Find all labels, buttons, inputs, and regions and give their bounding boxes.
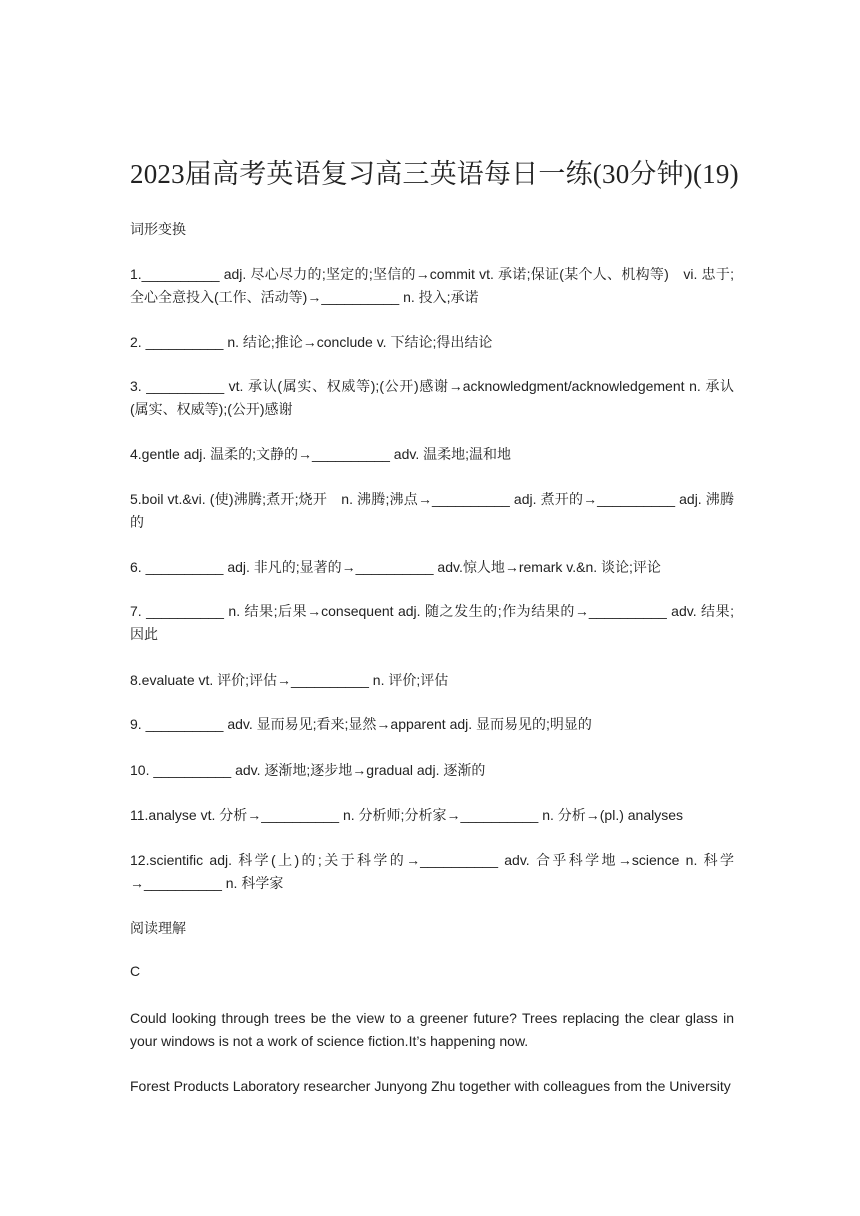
vocab-item-2: 2. __________ n. 结论;推论→conclude v. 下结论;得出结论 [130,334,493,350]
section-heading-reading: 阅读理解 [130,920,186,936]
passage-label: C [130,963,141,979]
vocab-item-3: 3. __________ vt. 承认(属实、权威等);(公开)感谢→acknowledgment/acknowledgement n. 承认(属实、权威等);(公开)感谢 [130,378,734,417]
vocab-item-12: 12.scientific adj. 科学(上)的;关于科学的→__________ adv. 合乎科学地→science n. 科学→__________ n. 科学家 [130,852,734,891]
passage-paragraph: Forest Products Laboratory researcher Junyong Zhu together with colleagues from the University [130,1078,731,1094]
vocab-item-7: 7. __________ n. 结果;后果→consequent adj. 随之发生的;作为结果的→__________ adv. 结果;因此 [130,603,734,642]
vocab-item-9: 9. __________ adv. 显而易见;看来;显然→apparent adj. 显而易见的;明显的 [130,716,592,732]
vocab-item-11: 11.analyse vt. 分析→__________ n. 分析师;分析家→__________ n. 分析→(pl.) analyses [130,807,684,823]
page-title: 2023届高考英语复习高三英语每日一练(30分钟)(19) [130,159,739,189]
vocab-item-10: 10. __________ adv. 逐渐地;逐步地→gradual adj. 逐渐的 [130,762,486,778]
passage-paragraph: Could looking through trees be the view to a greener future? Trees replacing the clear glass in your windows is not a work of science fiction.It’s happening now. [130,1010,734,1049]
vocab-item-8: 8.evaluate vt. 评价;评估→__________ n. 评价;评估 [130,672,449,688]
section-heading-vocab: 词形变换 [130,221,186,237]
vocab-item-4: 4.gentle adj. 温柔的;文静的→__________ adv. 温柔地;温和地 [130,446,512,462]
vocab-item-6: 6. __________ adj. 非凡的;显著的→__________ adv.惊人地→remark v.&n. 谈论;评论 [130,559,661,575]
vocab-item-5: 5.boil vt.&vi. (使)沸腾;煮开;烧开 n. 沸腾;沸点→__________ adj. 煮开的→__________ adj. 沸腾的 [130,491,734,530]
vocab-item-1: 1.__________ adj. 尽心尽力的;坚定的;坚信的→commit vt. 承诺;保证(某个人、机构等) vi. 忠于;全心全意投入(工作、活动等)→__________ n. 投入;承诺 [130,266,734,305]
